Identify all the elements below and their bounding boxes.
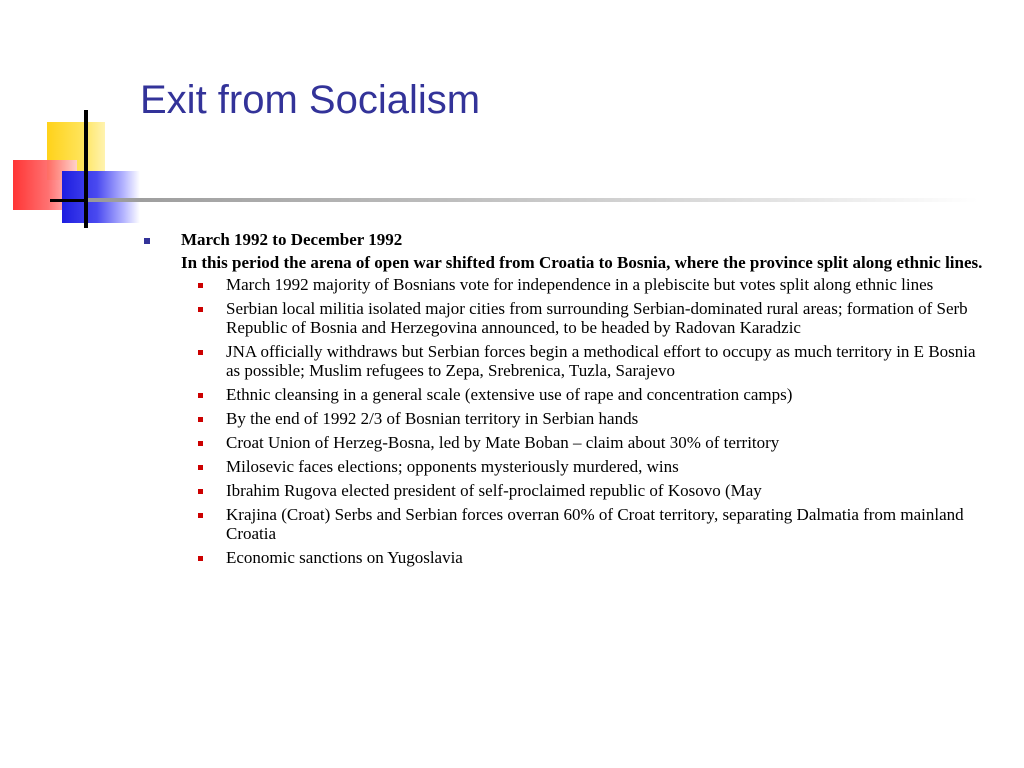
list-item	[226, 505, 990, 543]
list-item-text: Serbian local militia isolated major cities from surrounding Serbian-dominated rural areas; formation of Serb Republic of Bosnia and Herzegovina announced, to be headed by Radovan Karadzic	[226, 299, 968, 337]
list-item-text: Croat Union of Herzeg-Bosna, led by Mate Boban – claim about 30% of territory	[226, 433, 780, 452]
list-item-text: March 1992 majority of Bosnians vote for independence in a plebiscite but votes split along ethnic lines	[226, 275, 934, 294]
square-bullet-icon	[144, 238, 150, 244]
square-bullet-icon	[198, 350, 203, 355]
list-item	[226, 299, 990, 337]
square-bullet-icon	[198, 489, 203, 494]
square-bullet-icon	[198, 393, 203, 398]
section-heading: March 1992 to December 1992	[181, 230, 403, 249]
list-item	[226, 548, 990, 567]
square-bullet-icon	[198, 465, 203, 470]
slide-content	[140, 228, 990, 572]
slide-logo-graphic	[0, 0, 150, 240]
square-bullet-icon	[198, 513, 203, 518]
list-item-text: Milosevic faces elections; opponents mysteriously murdered, wins	[226, 457, 679, 476]
square-bullet-icon	[198, 307, 203, 312]
section-subheading: In this period the arena of open war shifted from Croatia to Bosnia, where the province split along ethnic lines.	[181, 253, 983, 272]
list-item	[226, 481, 990, 500]
square-bullet-icon	[198, 441, 203, 446]
list-item-text: By the end of 1992 2/3 of Bosnian territory in Serbian hands	[226, 409, 639, 428]
logo-blue-square	[62, 171, 140, 223]
list-item	[226, 275, 990, 294]
list-item	[226, 409, 990, 428]
list-item	[226, 342, 990, 380]
logo-vertical-bar	[84, 110, 88, 228]
list-item-text: Ethnic cleansing in a general scale (extensive use of rape and concentration camps)	[226, 385, 793, 404]
square-bullet-icon	[198, 283, 203, 288]
square-bullet-icon	[198, 417, 203, 422]
sub-bullet-list	[140, 275, 990, 567]
main-bullet	[140, 230, 990, 272]
list-item	[226, 433, 990, 452]
square-bullet-icon	[198, 556, 203, 561]
list-item-text: Krajina (Croat) Serbs and Serbian forces overran 60% of Croat territory, separating Dalmatia from mainland Croatia	[226, 505, 964, 543]
list-item-text: JNA officially withdraws but Serbian forces begin a methodical effort to occupy as much territory in E Bosnia as possible; Muslim refugees to Zepa, Srebrenica, Tuzla, Sarajevo	[226, 342, 976, 380]
list-item-text: Economic sanctions on Yugoslavia	[226, 548, 463, 567]
list-item	[226, 385, 990, 404]
slide-title: Exit from Socialism	[140, 78, 481, 122]
title-divider	[88, 198, 978, 202]
list-item-text: Ibrahim Rugova elected president of self-proclaimed republic of Kosovo (May	[226, 481, 762, 500]
list-item	[226, 457, 990, 476]
